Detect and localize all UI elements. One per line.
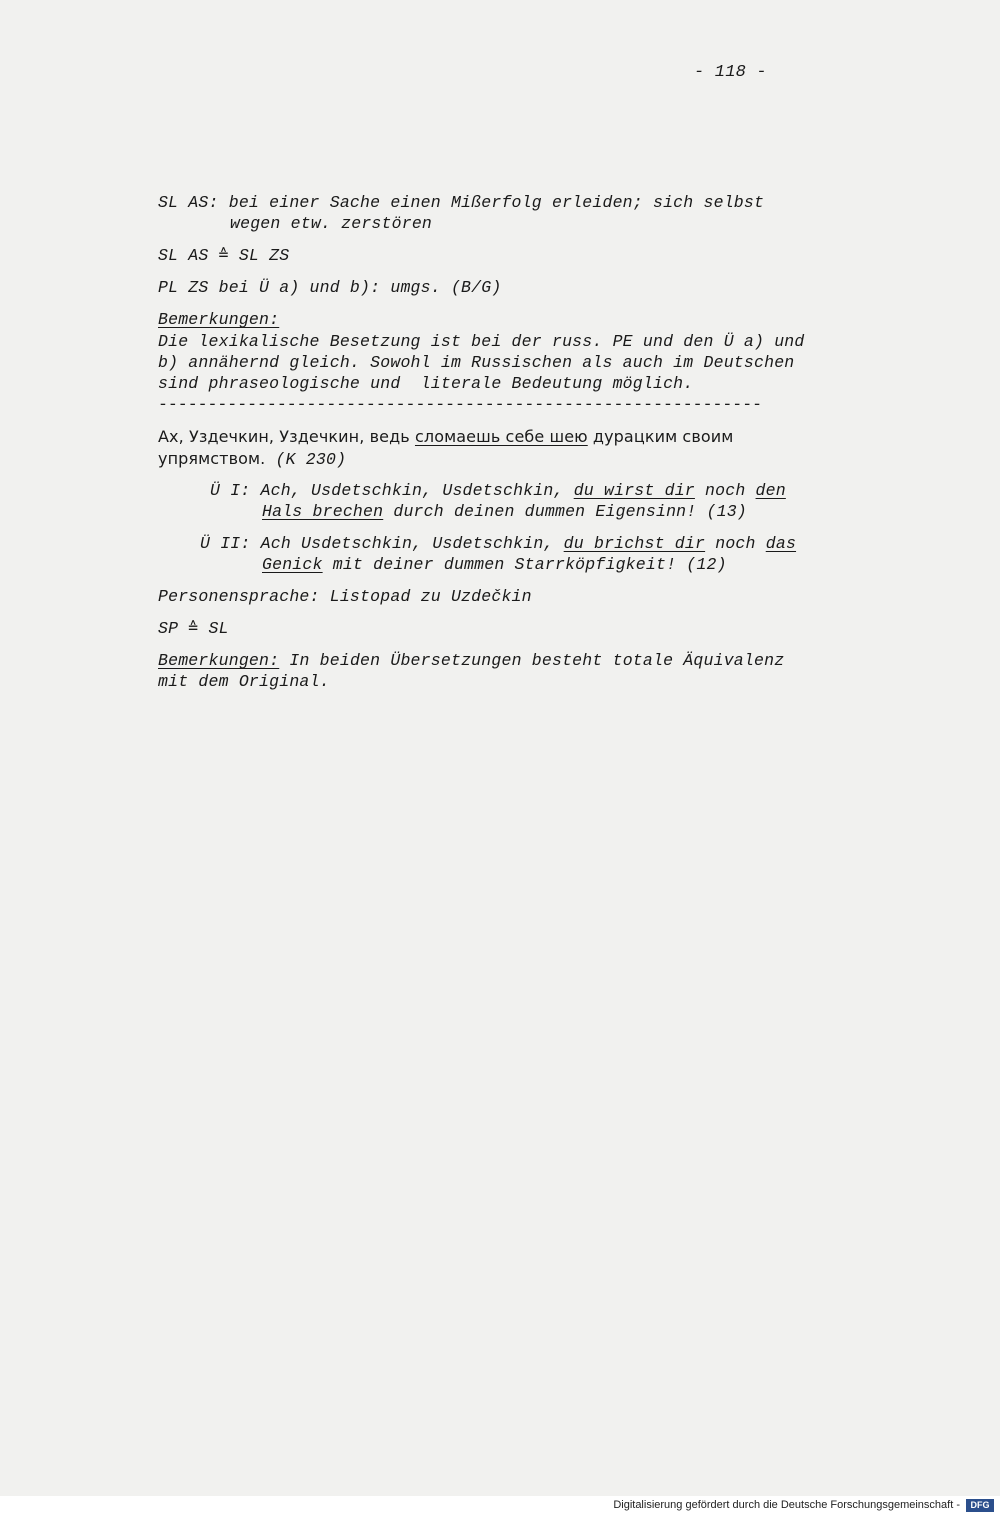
russian-text: Ах, Уздечкин, Уздечкин, ведь [158, 427, 415, 446]
translation-text: noch [705, 534, 766, 553]
translation-2-line-1 [200, 533, 796, 554]
remarks-2-text: In beiden Übersetzungen besteht totale Äquivalenz [279, 651, 785, 670]
page-number: - 118 - [694, 63, 767, 82]
translation-1-line-1 [210, 480, 786, 501]
translation-2-line-2 [262, 554, 727, 575]
remarks-heading-2: Bemerkungen: [158, 651, 280, 670]
source-reference: (K 230) [265, 450, 347, 469]
russian-text: дурацким своим [587, 427, 734, 446]
russian-text: упрямством. [158, 449, 266, 468]
translation-text: Ach Usdetschkin, Usdetschkin, [250, 534, 564, 553]
translation-text: noch [694, 481, 756, 500]
translation-1-line-2 [262, 501, 747, 522]
sl-as-equivalence: SL AS ≙ SL ZS [158, 246, 290, 265]
separator-line: ------------------------------------------------------------- [158, 395, 762, 414]
remarks-heading-1: Bemerkungen: [158, 310, 280, 329]
sp-sl-equivalence: SP ≙ SL [158, 619, 229, 638]
sl-as-line-1: SL AS: bei einer Sache einen Mißerfolg erleiden; sich selbst [158, 193, 765, 212]
translation-phrase: das [765, 534, 797, 553]
remarks-1-line-3: sind phraseologische und literale Bedeutung möglich. [158, 374, 694, 393]
dfg-logo: DFG [966, 1499, 994, 1512]
russian-line-1 [158, 426, 733, 447]
personensprache-line: Personensprache: Listopad zu Uzdečkin [158, 587, 532, 606]
translation-phrase: Hals brechen [262, 502, 384, 521]
remarks-2-line-2: mit dem Original. [158, 672, 330, 691]
translation-phrase: du brichst dir [563, 534, 706, 553]
translation-phrase: du wirst dir [573, 481, 695, 500]
russian-phrase: сломаешь себе шею [414, 427, 588, 446]
translation-label: Ü I: [210, 481, 251, 500]
translation-text: mit deiner dummen Starrköpfigkeit! (12) [322, 555, 727, 574]
translation-phrase: Genick [262, 555, 323, 574]
russian-line-2 [158, 448, 346, 470]
pl-zs-line: PL ZS bei Ü a) und b): umgs. (B/G) [158, 278, 502, 297]
translation-phrase: den [755, 481, 786, 500]
sl-as-line-2: wegen etw. zerstören [230, 214, 433, 233]
remarks-2-line-1 [158, 650, 784, 671]
remarks-1-line-1: Die lexikalische Besetzung ist bei der russ. PE und den Ü a) und [158, 332, 805, 351]
translation-text: durch deinen dummen Eigensinn! (13) [383, 502, 747, 521]
translation-label: Ü II: [200, 534, 251, 553]
remarks-1-line-2: b) annähernd gleich. Sowohl im Russischen als auch im Deutschen [158, 353, 795, 372]
footer-text: Digitalisierung gefördert durch die Deutsche Forschungsgemeinschaft - [613, 1499, 960, 1511]
translation-text: Ach, Usdetschkin, Usdetschkin, [250, 481, 574, 500]
digitization-footer [0, 1496, 1000, 1516]
